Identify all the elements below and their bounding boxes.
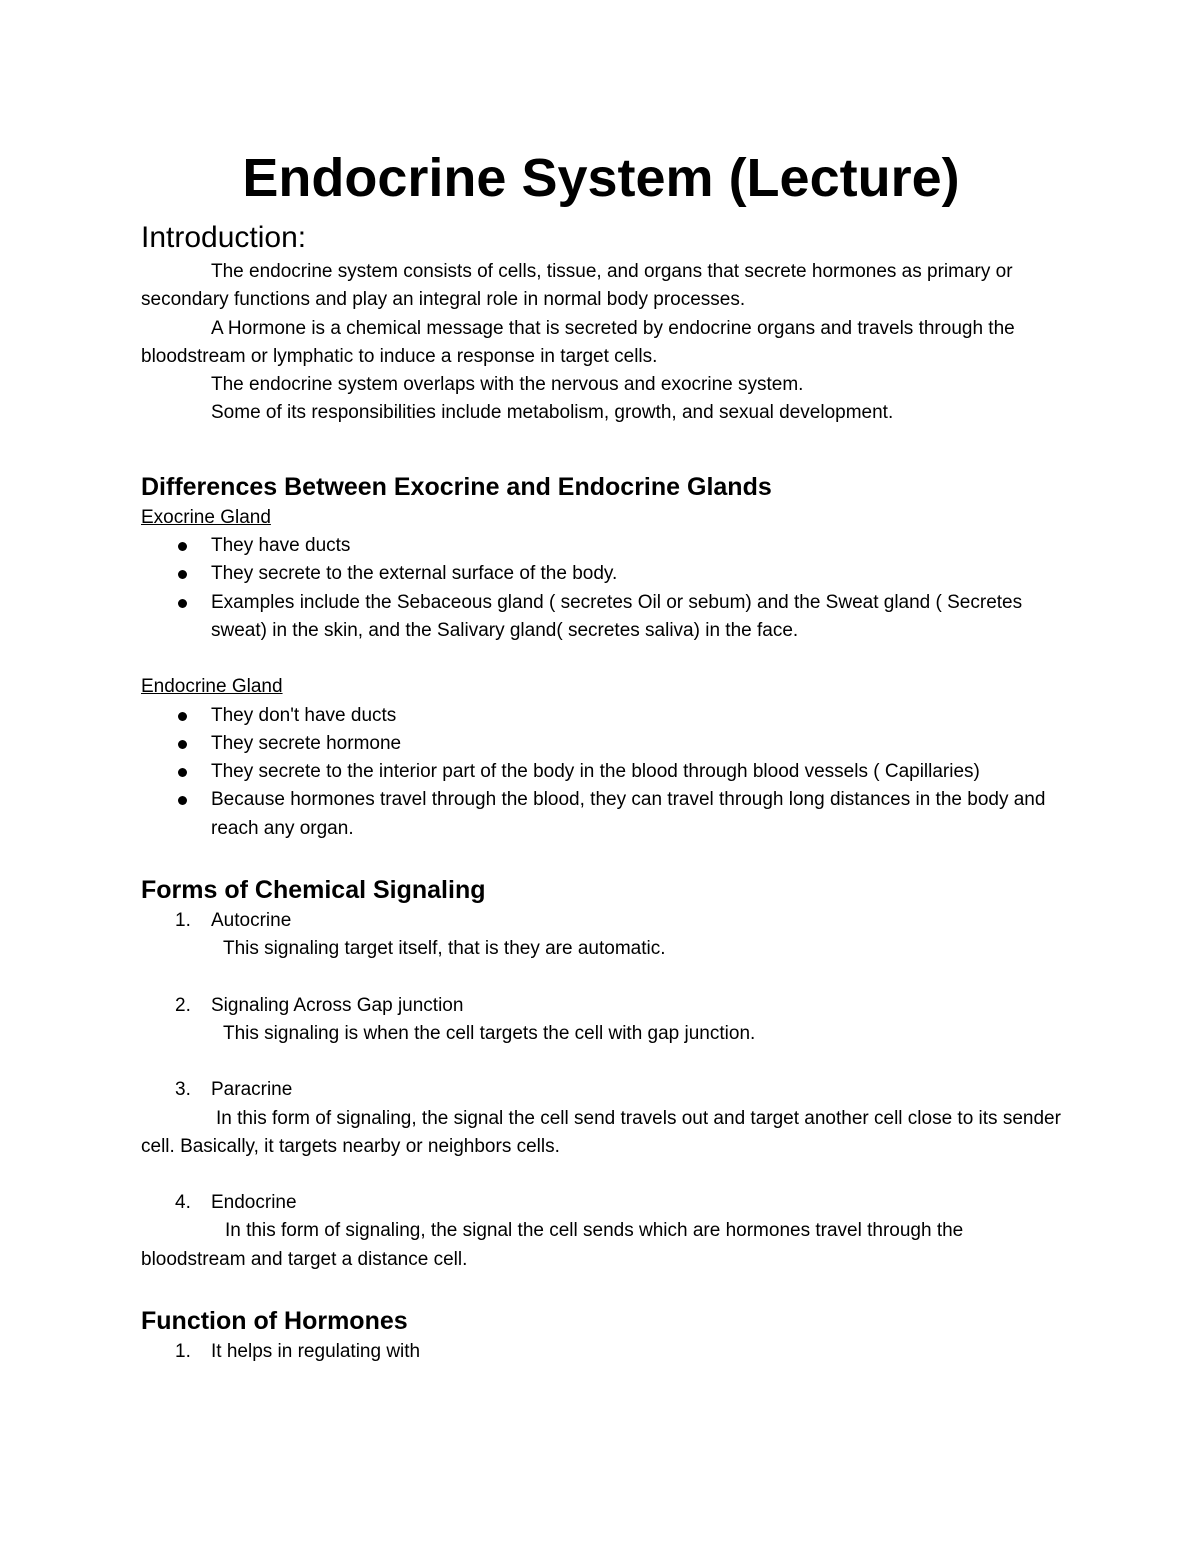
bullet-icon bbox=[178, 542, 187, 551]
bullet-icon bbox=[178, 768, 187, 777]
intro-paragraph: The endocrine system overlaps with the nervous and exocrine system. bbox=[211, 374, 804, 396]
hormones-heading: Function of Hormones bbox=[141, 1307, 408, 1336]
introduction-heading: Introduction: bbox=[141, 221, 307, 254]
signaling-name: Paracrine bbox=[211, 1079, 293, 1101]
list-item-text: They secrete hormone bbox=[211, 732, 402, 754]
list-item-text: They secrete to the interior part of the body in the blood through blood vessels ( Capillaries) bbox=[211, 761, 980, 783]
exocrine-list bbox=[141, 532, 1061, 645]
signaling-description: This signaling is when the cell targets the cell with gap junction. bbox=[223, 1022, 756, 1044]
differences-heading: Differences Between Exocrine and Endocrine Glands bbox=[141, 472, 772, 501]
signaling-heading: Forms of Chemical Signaling bbox=[141, 876, 486, 905]
list-item bbox=[141, 907, 1061, 964]
hormones-list bbox=[141, 1338, 1061, 1366]
spacer bbox=[141, 1048, 1061, 1076]
list-number: 1. bbox=[175, 910, 191, 932]
spacer bbox=[141, 1161, 1061, 1189]
list-number: 4. bbox=[175, 1192, 191, 1214]
list-item bbox=[141, 1189, 1061, 1274]
list-item bbox=[141, 560, 1061, 588]
list-item bbox=[141, 992, 1061, 1049]
bullet-icon bbox=[178, 796, 187, 805]
list-item-text: They don't have ducts bbox=[211, 704, 397, 726]
bullet-icon bbox=[178, 740, 187, 749]
list-item-text: They secrete to the external surface of the body. bbox=[211, 563, 618, 585]
signaling-description: In this form of signaling, the signal the cell send travels out and target another cell close to its sender cell. Basically, it targets nearby or neighbors cells. bbox=[141, 1107, 1061, 1157]
list-item-text: They have ducts bbox=[211, 535, 351, 557]
list-item bbox=[141, 758, 1061, 786]
bullet-icon bbox=[178, 570, 187, 579]
list-item bbox=[141, 532, 1061, 560]
list-item bbox=[141, 589, 1061, 646]
list-item bbox=[141, 702, 1061, 730]
list-item bbox=[141, 786, 1061, 843]
list-item bbox=[141, 1076, 1061, 1161]
endocrine-gland-label: Endocrine Gland bbox=[141, 676, 283, 698]
signaling-name: Signaling Across Gap junction bbox=[211, 994, 464, 1016]
signaling-name: Endocrine bbox=[211, 1192, 297, 1214]
endocrine-list bbox=[141, 702, 1061, 843]
signaling-description: In this form of signaling, the signal the cell sends which are hormones travel through the bloodstream and target a distance cell. bbox=[141, 1220, 964, 1270]
spacer bbox=[141, 964, 1061, 992]
document-title: Endocrine System (Lecture) bbox=[242, 148, 960, 208]
bullet-icon bbox=[178, 599, 187, 608]
list-item-text: Because hormones travel through the blood, they can travel through long distances in the body and reach any organ. bbox=[211, 789, 1046, 839]
intro-paragraph: Some of its responsibilities include metabolism, growth, and sexual development. bbox=[211, 402, 894, 424]
bullet-icon bbox=[178, 712, 187, 721]
list-number: 2. bbox=[175, 994, 191, 1016]
exocrine-gland-label: Exocrine Gland bbox=[141, 506, 271, 528]
list-item bbox=[141, 1338, 1061, 1366]
intro-paragraph: A Hormone is a chemical message that is secreted by endocrine organs and travels through the bloodstream or lymphatic to induce a response in target cells. bbox=[141, 317, 1015, 367]
signaling-list bbox=[141, 907, 1061, 1274]
document-page bbox=[141, 140, 1061, 1366]
list-item bbox=[141, 730, 1061, 758]
signaling-description: This signaling target itself, that is they are automatic. bbox=[223, 938, 666, 960]
intro-paragraph: The endocrine system consists of cells, tissue, and organs that secrete hormones as primary or secondary functions and play an integral role in normal body processes. bbox=[141, 261, 1013, 311]
list-item-text: Examples include the Sebaceous gland ( secretes Oil or sebum) and the Sweat gland ( Secretes sweat) in the skin, and the Salivary gland( secretes saliva) in the face. bbox=[211, 591, 1023, 641]
list-number: 1. bbox=[175, 1341, 191, 1363]
list-number: 3. bbox=[175, 1079, 191, 1101]
signaling-name: Autocrine bbox=[211, 910, 292, 932]
hormone-function-text: It helps in regulating with bbox=[211, 1341, 421, 1363]
